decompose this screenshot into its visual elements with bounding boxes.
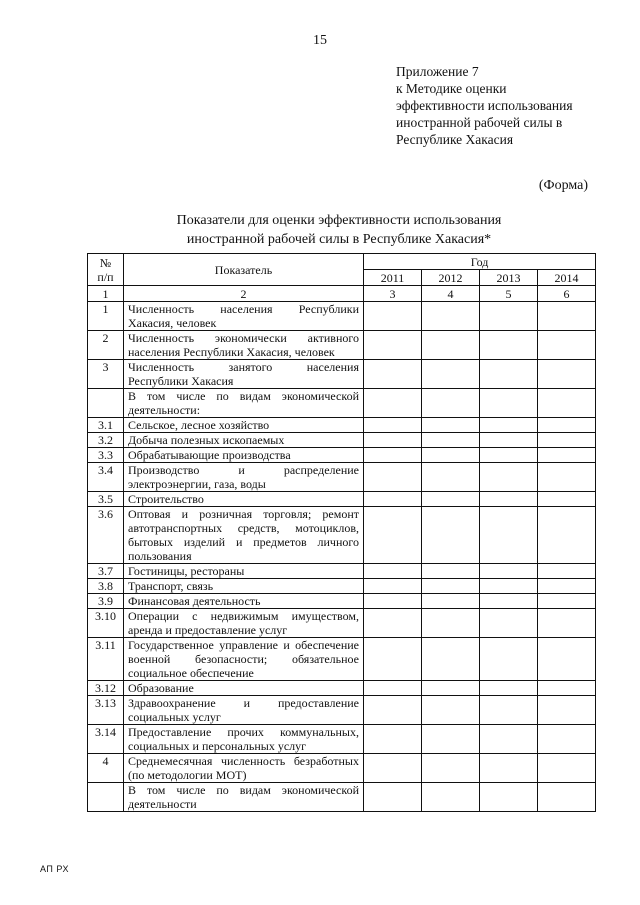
value-cell-2011[interactable] [364,302,422,331]
row-indicator-name: Оптовая и розничная торговля; ремонт автотранспортных средств, мотоциклов, бытовых изделий и предметов личного пользования [124,507,364,564]
row-number [88,783,124,812]
table-row [88,564,596,579]
row-indicator-name: Численность экономически активного населения Республики Хакасия, человек [124,331,364,360]
table-row [88,696,596,725]
header-year-2014: 2014 [538,270,596,286]
value-cell-2013[interactable] [480,725,538,754]
table-row [88,302,596,331]
value-cell-2013[interactable] [480,754,538,783]
column-index: 5 [480,286,538,302]
table-row [88,638,596,681]
row-indicator-name: Образование [124,681,364,696]
row-indicator-name: Среднемесячная численность безработных (по методологии МОТ) [124,754,364,783]
row-indicator-name: Гостиницы, рестораны [124,564,364,579]
appendix-line: эффективности использования [396,98,573,113]
value-cell-2014[interactable] [538,579,596,594]
value-cell-2012[interactable] [422,331,480,360]
row-indicator-name: Транспорт, связь [124,579,364,594]
row-indicator-name: Добыча полезных ископаемых [124,433,364,448]
table-row [88,418,596,433]
row-number: 3 [88,360,124,389]
value-cell-2013[interactable] [480,492,538,507]
row-indicator-name: Здравоохранение и предоставление социальных услуг [124,696,364,725]
form-label: (Форма) [538,178,588,193]
value-cell-2013[interactable] [480,360,538,389]
column-index: 4 [422,286,480,302]
value-cell-2014[interactable] [538,594,596,609]
appendix-block [396,63,626,148]
row-number: 3.2 [88,433,124,448]
value-cell-2013[interactable] [480,681,538,696]
table-row [88,448,596,463]
value-cell-2011[interactable] [364,579,422,594]
value-cell-2012[interactable] [422,448,480,463]
value-cell-2011[interactable] [364,360,422,389]
value-cell-2011[interactable] [364,448,422,463]
row-number: 2 [88,331,124,360]
row-number: 3.9 [88,594,124,609]
value-cell-2013[interactable] [480,696,538,725]
value-cell-2014[interactable] [538,433,596,448]
value-cell-2014[interactable] [538,492,596,507]
document-title [84,211,594,249]
row-indicator-name: Финансовая деятельность [124,594,364,609]
value-cell-2012[interactable] [422,302,480,331]
value-cell-2012[interactable] [422,725,480,754]
value-cell-2013[interactable] [480,638,538,681]
value-cell-2014[interactable] [538,564,596,579]
value-cell-2014[interactable] [538,754,596,783]
header-year: Год [364,254,596,270]
value-cell-2012[interactable] [422,783,480,812]
appendix-line: Приложение 7 [396,64,479,79]
value-cell-2014[interactable] [538,331,596,360]
row-indicator-name: Операции с недвижимым имуществом, аренда и предоставление услуг [124,609,364,638]
table-row [88,492,596,507]
header-number-line-1: № [99,255,112,270]
row-number: 3.14 [88,725,124,754]
table-row [88,754,596,783]
column-index-row [88,286,596,302]
row-indicator-name: Предоставление прочих коммунальных, социальных и персональных услуг [124,725,364,754]
value-cell-2011[interactable] [364,783,422,812]
value-cell-2014[interactable] [538,609,596,638]
value-cell-2012[interactable] [422,579,480,594]
row-number: 3.6 [88,507,124,564]
value-cell-2011[interactable] [364,609,422,638]
appendix-line: Республике Хакасия [396,132,514,147]
value-cell-2011[interactable] [364,564,422,579]
value-cell-2013[interactable] [480,594,538,609]
value-cell-2011[interactable] [364,696,422,725]
header-year-2012: 2012 [422,270,480,286]
appendix-line: к Методике оценки [396,81,507,96]
row-indicator-name: В том числе по видам экономической деятельности: [124,389,364,418]
header-indicator: Показатель [124,254,364,286]
value-cell-2014[interactable] [538,696,596,725]
footer-code: АП РХ [40,864,69,874]
value-cell-2012[interactable] [422,594,480,609]
table-row [88,681,596,696]
value-cell-2011[interactable] [364,725,422,754]
value-cell-2014[interactable] [538,783,596,812]
value-cell-2011[interactable] [364,418,422,433]
value-cell-2011[interactable] [364,389,422,418]
value-cell-2013[interactable] [480,463,538,492]
title-line-1: Показатели для оценки эффективности использования [176,213,502,228]
row-indicator-name: В том числе по видам экономической деятельности [124,783,364,812]
row-indicator-name: Государственное управление и обеспечение военной безопасности; обязательное социальное обеспечение [124,638,364,681]
value-cell-2013[interactable] [480,448,538,463]
value-cell-2011[interactable] [364,754,422,783]
value-cell-2012[interactable] [422,463,480,492]
value-cell-2013[interactable] [480,302,538,331]
appendix-line: иностранной рабочей силы в [396,115,563,130]
value-cell-2012[interactable] [422,492,480,507]
header-year-2011: 2011 [364,270,422,286]
table-row [88,433,596,448]
row-indicator-name: Производство и распределение электроэнергии, газа, воды [124,463,364,492]
row-number: 3.7 [88,564,124,579]
table-row [88,360,596,389]
value-cell-2013[interactable] [480,783,538,812]
table-row [88,579,596,594]
header-row [88,254,596,270]
indicators-table [87,253,596,812]
value-cell-2013[interactable] [480,433,538,448]
column-index: 6 [538,286,596,302]
column-index: 2 [124,286,364,302]
value-cell-2011[interactable] [364,492,422,507]
value-cell-2013[interactable] [480,564,538,579]
row-number: 3.11 [88,638,124,681]
page-number: 15 [313,33,327,48]
value-cell-2011[interactable] [364,507,422,564]
table-row [88,331,596,360]
value-cell-2014[interactable] [538,638,596,681]
row-number: 3.12 [88,681,124,696]
value-cell-2014[interactable] [538,448,596,463]
value-cell-2011[interactable] [364,463,422,492]
value-cell-2014[interactable] [538,418,596,433]
row-number: 3.10 [88,609,124,638]
value-cell-2014[interactable] [538,389,596,418]
value-cell-2013[interactable] [480,418,538,433]
row-indicator-name: Обрабатывающие производства [124,448,364,463]
row-number: 3.3 [88,448,124,463]
table-row [88,594,596,609]
title-line-2: иностранной рабочей силы в Республике Хакасия* [186,232,492,247]
row-indicator-name: Сельское, лесное хозяйство [124,418,364,433]
row-indicator-name: Строительство [124,492,364,507]
value-cell-2012[interactable] [422,433,480,448]
value-cell-2014[interactable] [538,725,596,754]
value-cell-2011[interactable] [364,638,422,681]
value-cell-2013[interactable] [480,389,538,418]
header-year-2013: 2013 [480,270,538,286]
value-cell-2013[interactable] [480,331,538,360]
column-index: 1 [88,286,124,302]
value-cell-2014[interactable] [538,681,596,696]
table-row [88,609,596,638]
value-cell-2011[interactable] [364,331,422,360]
row-number: 3.8 [88,579,124,594]
header-number-line-2: п/п [97,269,114,284]
table-row [88,507,596,564]
value-cell-2012[interactable] [422,754,480,783]
row-number [88,389,124,418]
value-cell-2012[interactable] [422,564,480,579]
value-cell-2012[interactable] [422,696,480,725]
value-cell-2011[interactable] [364,594,422,609]
row-number: 3.4 [88,463,124,492]
row-number: 1 [88,302,124,331]
row-number: 4 [88,754,124,783]
column-index: 3 [364,286,422,302]
row-indicator-name: Численность занятого населения Республики Хакасия [124,360,364,389]
value-cell-2012[interactable] [422,638,480,681]
value-cell-2012[interactable] [422,609,480,638]
value-cell-2012[interactable] [422,507,480,564]
row-number: 3.13 [88,696,124,725]
value-cell-2012[interactable] [422,681,480,696]
value-cell-2013[interactable] [480,579,538,594]
row-indicator-name: Численность населения Республики Хакасия, человек [124,302,364,331]
table-row [88,783,596,812]
row-number: 3.1 [88,418,124,433]
value-cell-2012[interactable] [422,418,480,433]
value-cell-2012[interactable] [422,360,480,389]
value-cell-2011[interactable] [364,433,422,448]
table-row [88,463,596,492]
value-cell-2014[interactable] [538,360,596,389]
row-number: 3.5 [88,492,124,507]
table-row [88,725,596,754]
value-cell-2014[interactable] [538,463,596,492]
value-cell-2013[interactable] [480,507,538,564]
value-cell-2012[interactable] [422,389,480,418]
value-cell-2013[interactable] [480,609,538,638]
value-cell-2014[interactable] [538,507,596,564]
table-row [88,389,596,418]
header-number [88,254,124,286]
value-cell-2014[interactable] [538,302,596,331]
value-cell-2011[interactable] [364,681,422,696]
